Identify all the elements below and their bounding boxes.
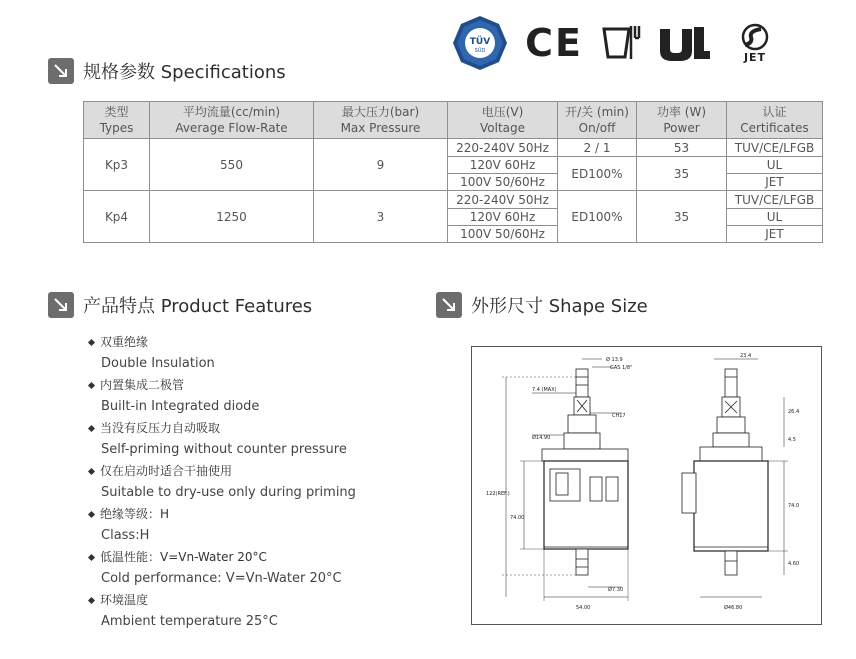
ul-listed-icon [654, 23, 714, 63]
kp3-cert-3: JET [727, 174, 823, 191]
dim-side-w-top: 23.4 [740, 353, 752, 359]
kp3-onoff-1: 2 / 1 [558, 139, 637, 157]
dim-front-h-body: 74.00 [510, 515, 525, 521]
features-heading [48, 292, 312, 318]
bullet-icon [88, 425, 95, 432]
kp3-cert-2: UL [727, 157, 823, 174]
tuv-sud-icon [448, 13, 512, 73]
header-flow: 平均流量(cc/min) Average Flow-Rate [150, 102, 314, 139]
ce-mark-icon [524, 21, 584, 65]
header-onoff: 开/关 (min) On/off [558, 102, 637, 139]
specifications-table [83, 101, 823, 243]
kp4-cert-3: JET [727, 226, 823, 243]
bullet-icon [88, 597, 95, 604]
bullet-icon [88, 511, 95, 518]
list-item: 内置集成二极管 Built-in Integrated diode [89, 375, 439, 418]
ce-mark-text: CE [525, 21, 583, 65]
kp3-type: Kp3 [84, 139, 150, 191]
arrow-down-right-icon [436, 292, 462, 318]
kp3-onoff-2: ED100% [558, 157, 637, 191]
bullet-icon [88, 554, 95, 561]
dim-front-w-base: 54.00 [576, 605, 591, 611]
bullet-icon [88, 339, 95, 346]
kp4-cert-1: TUV/CE/LFGB [727, 191, 823, 209]
list-item: 双重绝缘 Double Insulation [89, 332, 439, 375]
kp3-power-2: 35 [637, 157, 727, 191]
dim-front-gas: GAS 1/8" [610, 365, 633, 371]
kp4-power: 35 [637, 191, 727, 243]
lfgb-food-safe-icon [596, 21, 646, 65]
shape-title: 外形尺寸 Shape Size [471, 296, 648, 317]
shape-size-drawing [471, 346, 822, 625]
kp3-cert-1: TUV/CE/LFGB [727, 139, 823, 157]
kp4-cert-2: UL [727, 209, 823, 226]
dim-side-h-body: 74.0 [788, 503, 800, 509]
kp4-pressure: 3 [314, 191, 448, 243]
kp3-power-1: 53 [637, 139, 727, 157]
dim-side-h-outlet: 4.60 [788, 561, 800, 567]
jet-icon [730, 23, 780, 64]
table-row [84, 139, 823, 157]
features-list [89, 332, 439, 633]
certification-logos [448, 12, 780, 74]
header-power: 功率 (W) Power [637, 102, 727, 139]
sud-text: SÜD [474, 48, 486, 54]
list-item: 仅在启动时适合干抽使用 Suitable to dry-use only during priming [89, 461, 439, 504]
list-item: 绝缘等级：H Class:H [89, 504, 439, 547]
kp4-type: Kp4 [84, 191, 150, 243]
specifications-heading [48, 58, 286, 84]
kp3-voltage-1: 220-240V 50Hz [448, 139, 558, 157]
jet-text: JET [743, 50, 767, 64]
kp3-flow: 550 [150, 139, 314, 191]
dim-front-d-body: Ø14.90 [532, 435, 551, 441]
header-certificates: 认证 Certificates [727, 102, 823, 139]
bullet-icon [88, 468, 95, 475]
kp4-onoff: ED100% [558, 191, 637, 243]
kp4-voltage-2: 120V 60Hz [448, 209, 558, 226]
features-title: 产品特点 Product Features [83, 296, 313, 317]
arrow-down-right-icon [48, 58, 74, 84]
shape-heading [436, 292, 648, 318]
kp3-voltage-3: 100V 50/60Hz [448, 174, 558, 191]
table-row [84, 191, 823, 209]
dim-front-ref: 122(REF.) [486, 491, 510, 497]
list-item: 环境温度 Ambient temperature 25°C [89, 590, 439, 633]
specifications-title: 规格参数 Specifications [83, 62, 286, 83]
header-type: 类型 Types [84, 102, 150, 139]
table-header-row [84, 102, 823, 139]
list-item: 低温性能：V=Vn-Water 20°C Cold performance: V=Vn-Water 20°C [89, 547, 439, 590]
dim-front-d-outlet: Ø7.30 [608, 587, 624, 593]
kp3-voltage-2: 120V 60Hz [448, 157, 558, 174]
kp3-pressure: 9 [314, 139, 448, 191]
dim-side-d-base: Ø46.80 [724, 605, 743, 611]
dim-front-max: 7.4 (MAX) [532, 387, 557, 393]
dim-front-ch: CH17 [612, 413, 626, 419]
kp4-voltage-3: 100V 50/60Hz [448, 226, 558, 243]
dim-front-d-top: Ø 13.9 [606, 357, 623, 363]
header-pressure: 最大压力(bar) Max Pressure [314, 102, 448, 139]
dim-side-h-neck: 4.5 [788, 437, 796, 443]
technical-drawing [472, 347, 821, 624]
bullet-icon [88, 382, 95, 389]
kp4-voltage-1: 220-240V 50Hz [448, 191, 558, 209]
dim-side-h-top: 26.4 [788, 409, 800, 415]
list-item: 当没有反压力自动吸取 Self-priming without counter pressure [89, 418, 439, 461]
arrow-down-right-icon [48, 292, 74, 318]
tuv-text: TÜV [469, 37, 491, 47]
kp4-flow: 1250 [150, 191, 314, 243]
header-voltage: 电压(V) Voltage [448, 102, 558, 139]
